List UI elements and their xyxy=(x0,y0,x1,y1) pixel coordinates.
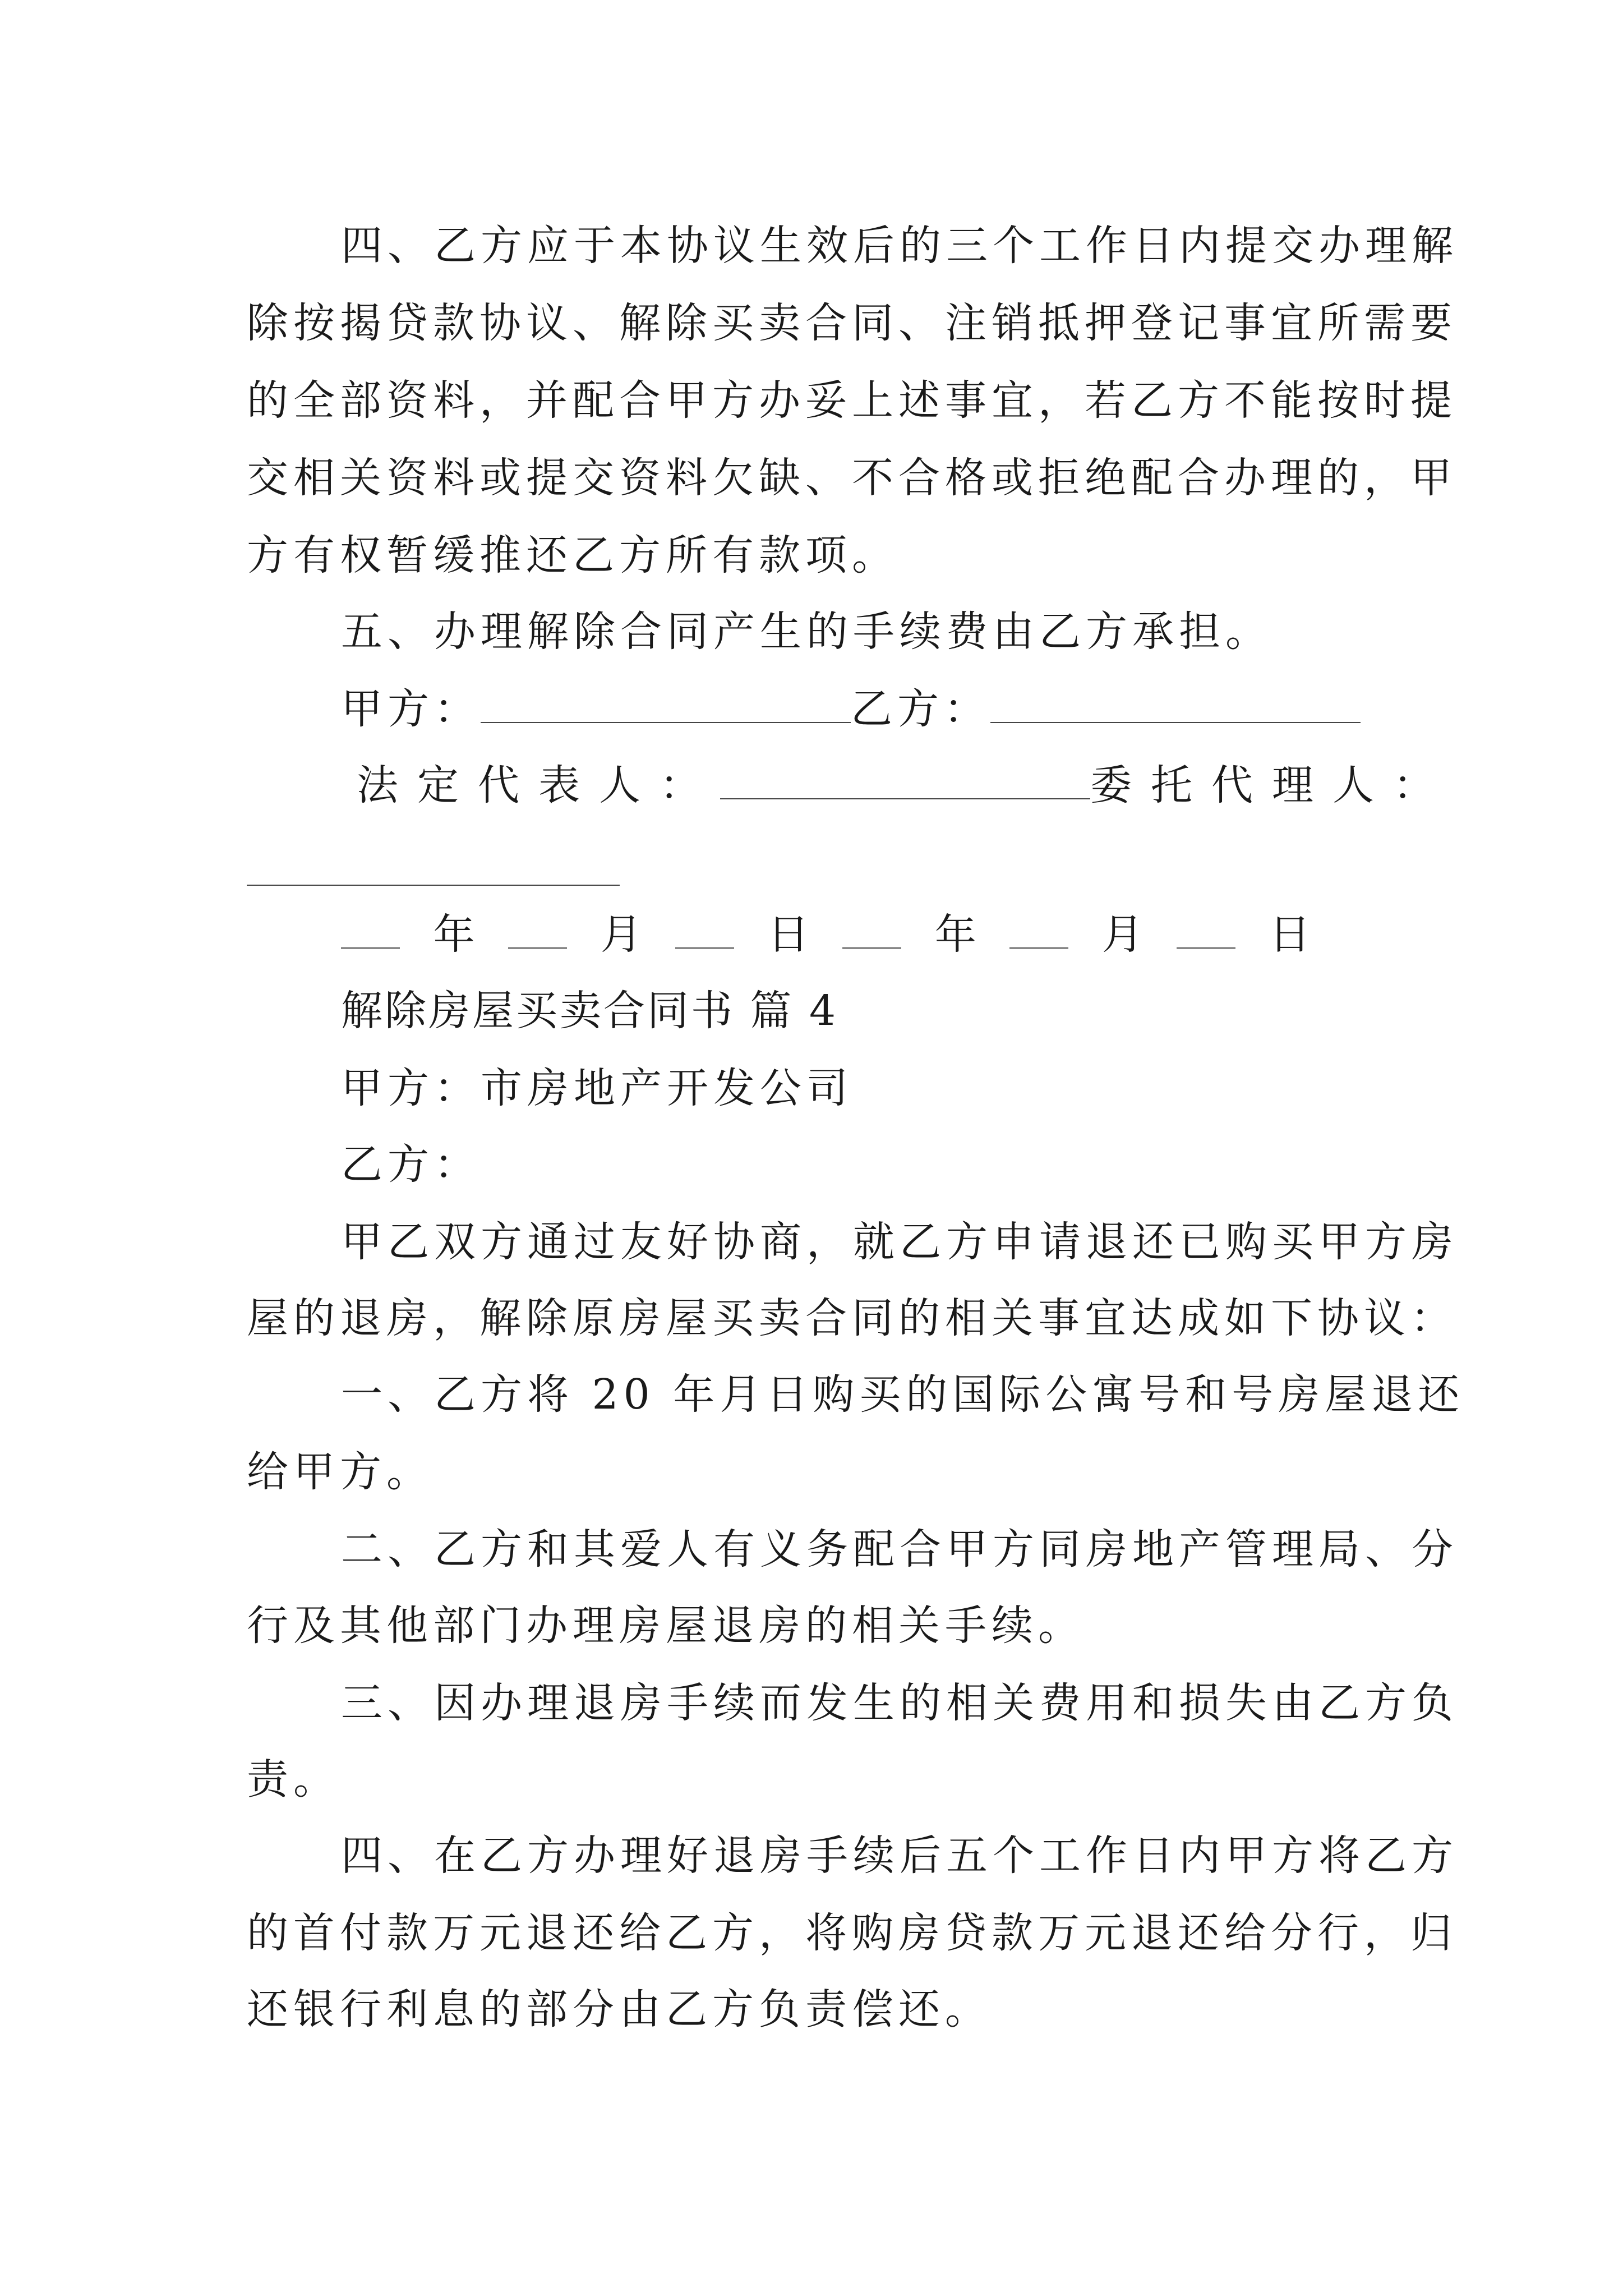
year-a-blank xyxy=(341,913,400,949)
paragraph-4-line-1: 四、乙方应于本协议生效后的三个工作日内提交办理解 xyxy=(341,222,1458,270)
signature-date-row xyxy=(341,907,1331,963)
paragraph-4-line-5: 方有权暂缓推还乙方所有款项。 xyxy=(247,531,898,579)
agent-label: 委托代理人： xyxy=(1090,761,1454,809)
year-b-label: 年 xyxy=(934,910,976,959)
month-a-blank xyxy=(508,913,567,949)
section-line-6: 行及其他部门办理房屋退房的相关手续。 xyxy=(247,1602,1085,1650)
month-b-label: 月 xyxy=(1101,910,1144,959)
section-line-5: 二、乙方和其爱人有义务配合甲方同房地产管理局、分 xyxy=(341,1525,1458,1573)
section-line-9: 四、在乙方办理好退房手续后五个工作日内甲方将乙方 xyxy=(341,1832,1458,1880)
section-line-7: 三、因办理退房手续而发生的相关费用和损失由乙方负 xyxy=(341,1679,1458,1727)
section-line-8: 责。 xyxy=(247,1755,340,1803)
section-line-11: 还银行利息的部分由乙方负责偿还。 xyxy=(247,1985,992,2033)
legal-rep-label: 法定代表人： xyxy=(357,761,720,809)
agent-blank xyxy=(247,885,620,886)
month-b-blank xyxy=(1009,913,1068,949)
day-b-label: 日 xyxy=(1269,910,1311,959)
section-line-2: 屋的退房，解除原房屋买卖合同的相关事宜达成如下协议： xyxy=(247,1294,1457,1342)
party-a-label: 甲方： xyxy=(341,685,481,733)
year-a-label: 年 xyxy=(433,910,475,959)
party-a-blank xyxy=(481,687,851,723)
signature-representatives-row xyxy=(357,757,1454,813)
section-line-1: 甲乙双方通过友好协商，就乙方申请退还已购买甲方房 xyxy=(341,1218,1458,1266)
paragraph-4-line-3: 的全部资料，并配合甲方办妥上述事宜，若乙方不能按时提 xyxy=(247,376,1457,425)
paragraph-4-line-2: 除按揭贷款协议、解除买卖合同、注销抵押登记事宜所需要 xyxy=(247,299,1457,347)
legal-rep-blank xyxy=(720,763,1090,799)
year-b-blank xyxy=(842,913,901,949)
paragraph-5: 五、办理解除合同产生的手续费由乙方承担。 xyxy=(341,608,1272,656)
party-b-blank xyxy=(990,687,1361,723)
signature-parties-row xyxy=(341,681,1361,737)
section-party-b: 乙方： xyxy=(341,1140,481,1189)
day-b-blank xyxy=(1177,913,1235,949)
paragraph-4-line-4: 交相关资料或提交资料欠缺、不合格或拒绝配合办理的，甲 xyxy=(247,454,1457,502)
day-a-label: 日 xyxy=(767,910,809,959)
section-line-3: 一、乙方将 20 年月日购买的国际公寓号和号房屋退还 xyxy=(341,1370,1465,1419)
day-a-blank xyxy=(675,913,734,949)
section-title: 解除房屋买卖合同书 篇 4 xyxy=(341,987,838,1035)
month-a-label: 月 xyxy=(600,910,642,959)
party-b-label: 乙方： xyxy=(851,685,990,733)
section-line-10: 的首付款万元退还给乙方，将购房贷款万元退还给分行，归 xyxy=(247,1909,1457,1957)
section-line-4: 给甲方。 xyxy=(247,1448,433,1496)
section-party-a: 甲方：市房地产开发公司 xyxy=(341,1064,853,1112)
